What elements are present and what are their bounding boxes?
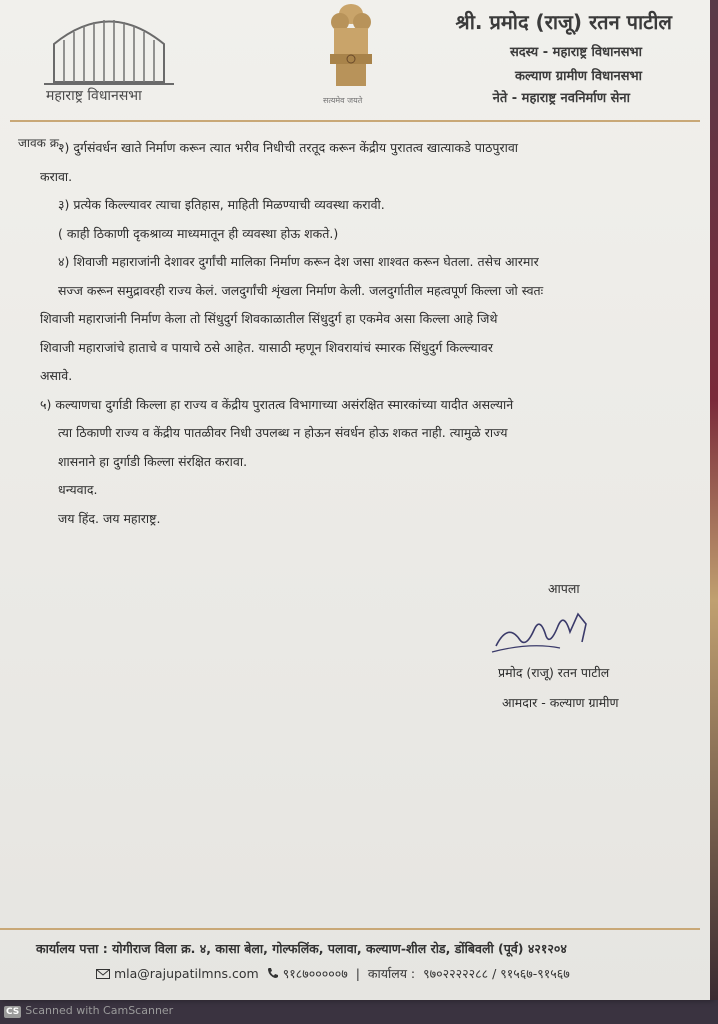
- header-divider: [10, 120, 700, 122]
- body-line: शासनाने हा दुर्गाडी किल्ला संरक्षित करावा.: [58, 453, 248, 469]
- contact-line: [96, 965, 574, 982]
- logo-left-label: महाराष्ट्र विधानसभा: [46, 88, 142, 104]
- footer-divider: [0, 928, 700, 930]
- watermark-text: Scanned with CamScanner: [25, 1004, 174, 1017]
- reference-label: जावक क्र.: [18, 136, 63, 150]
- letter-body: [40, 134, 670, 533]
- yours-label: आपला: [548, 581, 580, 596]
- ashoka-emblem-icon: [320, 0, 382, 92]
- body-line: शिवाजी महाराजांचे हाताचे व पायाचे ठसे आहेत. यासाठी म्हणून शिवरायांचं स्मारक सिंधुदुर्ग किल्ल्यावर: [40, 339, 493, 355]
- body-line: ३) प्रत्येक किल्ल्यावर त्याचा इतिहास, माहिती मिळण्याची व्यवस्था करावी.: [58, 197, 385, 212]
- letterhead-line-1: सदस्य - महाराष्ट्र विधानसभा: [509, 45, 642, 60]
- body-line: ४) शिवाजी महाराजांनी देशावर दुर्गांची मालिका निर्माण करून देश जसा शाश्वत करून घेतला. तसेच आरमार: [58, 254, 539, 269]
- letterhead-line-2: कल्याण ग्रामीण विधानसभा: [515, 69, 642, 84]
- body-line: ( काही ठिकाणी दृकश्राव्य माध्यमातून ही व्यवस्था होऊ शकते.): [58, 225, 339, 241]
- camscanner-watermark: [4, 1004, 173, 1018]
- separator: |: [355, 966, 360, 981]
- body-line: करावा.: [40, 168, 73, 184]
- handwritten-signature: [490, 602, 600, 658]
- background-edge: [710, 0, 718, 1000]
- body-line: असावे.: [40, 368, 73, 383]
- body-line: ५) कल्याणचा दुर्गाडी किल्ला हा राज्य व केंद्रीय पुरातत्व विभागाच्या असंरक्षित स्मारकांच्या यादीत असल्याने: [40, 396, 514, 412]
- camscanner-logo: CS: [6, 1007, 20, 1017]
- mail-icon: [96, 969, 110, 979]
- mobile-number: ९१८७०००००७: [282, 966, 348, 981]
- thanks-line: धन्यवाद.: [58, 482, 98, 497]
- letterhead-name: श्री. प्रमोद (राजू) रतन पाटील: [455, 10, 672, 34]
- office-label: कार्यालय :: [367, 966, 416, 981]
- closing-line: जय हिंद. जय महाराष्ट्र.: [58, 510, 161, 526]
- emblem-motto: सत्यमेव जयते: [323, 96, 363, 105]
- body-line: सज्ज करून समुद्रावरही राज्य केलं. जलदुर्गांची शृंखला निर्माण केली. जलदुर्गातील महत्वपूर्ण किल्ला जो स्वतः: [58, 282, 544, 298]
- office-phones: ९७०२२२२२८८ / ९१५६७-९१५६७: [423, 966, 570, 981]
- body-line: शिवाजी महाराजांनी निर्माण केला तो सिंधुदुर्ग शिवकाळातील सिंधुदुर्ग हा एकमेव असा किल्ला आहे जिथे: [40, 311, 498, 326]
- phone-icon: [267, 967, 279, 979]
- letterhead-line-3: नेते - महाराष्ट्र नवनिर्माण सेना: [492, 91, 630, 106]
- office-address: कार्यालय पत्ता : योगीराज विला क्र. ४, कासा बेला, गोल्फलिंक, पलावा, कल्याण-शील रोड, डोंबिवली (पूर्व) ४२१२०४: [36, 941, 567, 956]
- signatory-name: प्रमोद (राजू) रतन पाटील: [498, 665, 610, 680]
- email-address[interactable]: mla@rajupatilmns.com: [113, 966, 259, 981]
- signatory-title: आमदार - कल्याण ग्रामीण: [502, 695, 619, 710]
- body-line: २) दुर्गसंवर्धन खाते निर्माण करून त्यात भरीव निधीची तरतूद करून केंद्रीय पुरातत्व खात्याकडे पाठपुरावा: [58, 140, 519, 155]
- body-line: त्या ठिकाणी राज्य व केंद्रीय पातळीवर निधी उपलब्ध न होऊन संवर्धन होऊ शकत नाही. त्यामुळे राज्य: [58, 425, 508, 440]
